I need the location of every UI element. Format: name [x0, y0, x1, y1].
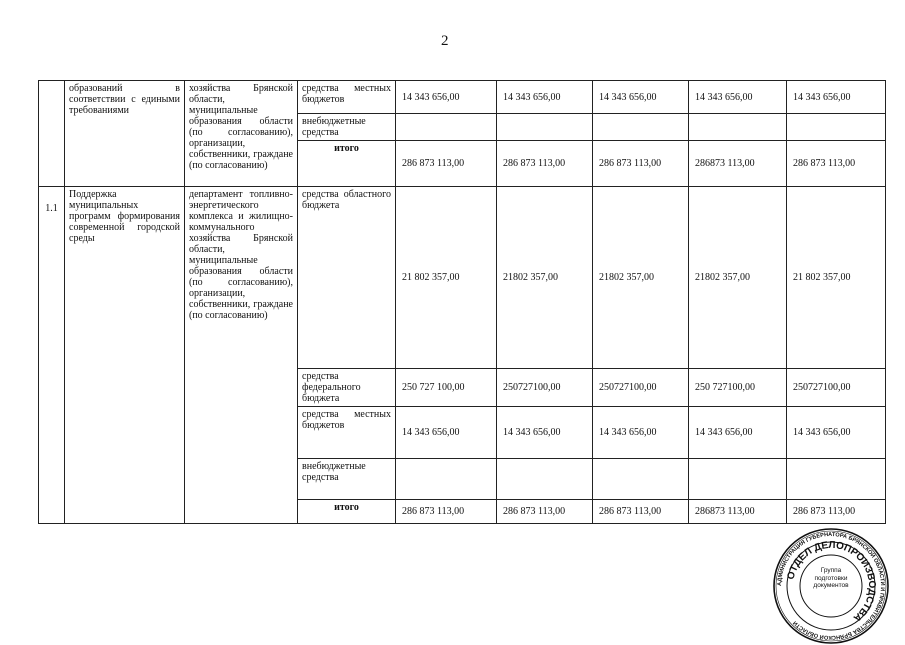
- amount-cell: 21 802 357,00: [787, 187, 886, 369]
- amount-cell: 286873 113,00: [689, 500, 787, 524]
- amount-cell: 14 343 656,00: [787, 407, 886, 459]
- amount-cell: 286873 113,00: [689, 141, 787, 187]
- amount-cell: 14 343 656,00: [593, 81, 689, 114]
- amount-cell: 14 343 656,00: [689, 407, 787, 459]
- executor-name: хозяйства Брянской области, муниципальные образования области (по согласованию), организации, собственники, граждане (по согласованию): [185, 81, 298, 187]
- amount-cell: 14 343 656,00: [497, 407, 593, 459]
- amount-cell: [396, 459, 497, 500]
- amount-cell: 250 727 100,00: [396, 369, 497, 407]
- amount-cell: [593, 114, 689, 141]
- amount-cell: 250727100,00: [787, 369, 886, 407]
- funding-source: внебюджетные средства: [298, 114, 396, 141]
- amount-cell: [593, 459, 689, 500]
- budget-table: [38, 80, 886, 524]
- row-index: 1.1: [39, 187, 65, 524]
- amount-cell: 250727100,00: [593, 369, 689, 407]
- amount-cell: 21 802 357,00: [396, 187, 497, 369]
- amount-cell: 286 873 113,00: [497, 141, 593, 187]
- seal-outer-text: АДМИНИСТРАЦИЯ ГУБЕРНАТОРА БРЯНСКОЙ ОБЛАСТИ И ПРАВИТЕЛЬСТВА БРЯНСКОЙ ОБЛАСТИ: [776, 531, 886, 641]
- amount-cell: 21802 357,00: [593, 187, 689, 369]
- amount-cell: [396, 114, 497, 141]
- total-label: итого: [298, 500, 396, 524]
- amount-cell: 14 343 656,00: [787, 81, 886, 114]
- amount-cell: 14 343 656,00: [396, 407, 497, 459]
- funding-source: средства местных бюджетов: [298, 81, 396, 114]
- official-seal: [772, 527, 890, 645]
- amount-cell: 286 873 113,00: [396, 141, 497, 187]
- program-name: образований в соответствии с едиными требованиями: [65, 81, 185, 187]
- funding-source: средства областного бюджета: [298, 187, 396, 369]
- total-label: итого: [298, 141, 396, 187]
- amount-cell: 14 343 656,00: [593, 407, 689, 459]
- seal-center-text: Группа подготовки документов: [813, 567, 849, 589]
- amount-cell: [689, 114, 787, 141]
- program-name: Поддержка муниципальных программ формирования современной городской среды: [65, 187, 185, 524]
- amount-cell: 21802 357,00: [497, 187, 593, 369]
- amount-cell: 14 343 656,00: [689, 81, 787, 114]
- amount-cell: 286 873 113,00: [497, 500, 593, 524]
- row-index: [39, 81, 65, 187]
- amount-cell: 14 343 656,00: [396, 81, 497, 114]
- amount-cell: [497, 114, 593, 141]
- seal-inner-text: ОТДЕЛ ДЕЛОПРОИЗВОДСТВА: [785, 539, 878, 624]
- amount-cell: 250 727100,00: [689, 369, 787, 407]
- table-row: [39, 187, 886, 369]
- amount-cell: [497, 459, 593, 500]
- amount-cell: 250727100,00: [497, 369, 593, 407]
- amount-cell: 14 343 656,00: [497, 81, 593, 114]
- amount-cell: 21802 357,00: [689, 187, 787, 369]
- funding-source: внебюджетные средства: [298, 459, 396, 500]
- amount-cell: 286 873 113,00: [787, 500, 886, 524]
- funding-source: средства местных бюджетов: [298, 407, 396, 459]
- amount-cell: 286 873 113,00: [593, 500, 689, 524]
- amount-cell: 286 873 113,00: [593, 141, 689, 187]
- amount-cell: [787, 114, 886, 141]
- amount-cell: [689, 459, 787, 500]
- page-number: 2: [441, 33, 449, 49]
- funding-source: средства федерального бюджета: [298, 369, 396, 407]
- executor-name: департамент топливно-энергетического комплекса и жилищно-коммунального хозяйства Брянской области, муниципальные образования области (по согласованию), организации, собственники, граждане (по согласованию): [185, 187, 298, 524]
- amount-cell: [787, 459, 886, 500]
- amount-cell: 286 873 113,00: [396, 500, 497, 524]
- amount-cell: 286 873 113,00: [787, 141, 886, 187]
- table-row: [39, 81, 886, 114]
